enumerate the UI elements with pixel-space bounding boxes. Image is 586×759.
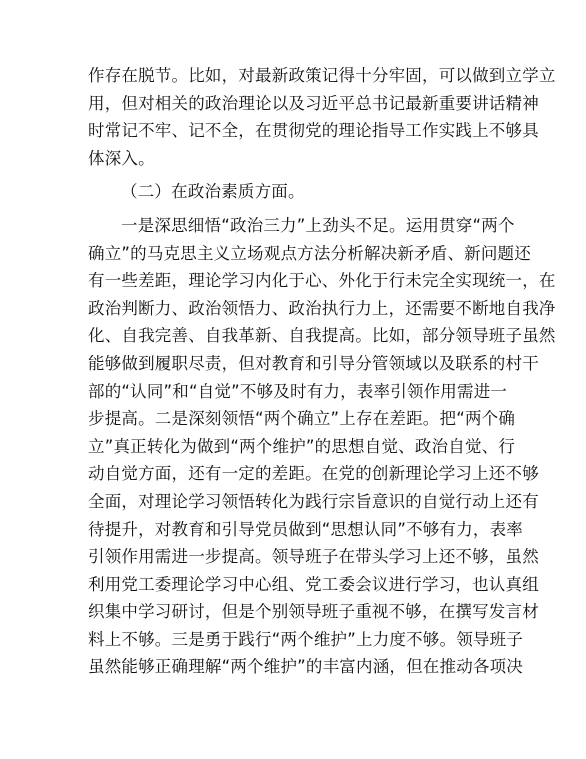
body-text <box>88 62 556 681</box>
text-line: 织集中学习研讨，但是个别领导班子重视不够，在撰写发言材 <box>88 602 539 622</box>
text-line: 用，但对相关的政治理论以及习近平总书记最新重要讲话精神 <box>88 93 539 113</box>
text-line: 作存在脱节。比如，对最新政策记得十分牢固，可以做到立学立 <box>88 66 556 85</box>
text-line: 引领作用需进一步提高。领导班子在带头学习上还不够，虽然 <box>88 547 539 567</box>
text-line: 确立”的马克思主义立场观点方法分析解决新矛盾、新问题还 <box>88 243 531 263</box>
text-line: 政治判断力、政治领悟力、政治执行力上，还需要不断地自我净 <box>88 298 556 318</box>
text-line: 动自觉方面，还有一定的差距。在党的创新理论学习上还不够 <box>88 464 539 484</box>
text-line: 部的“认同”和“自觉”不够及时有力，表率引领作用需进一 <box>88 381 508 401</box>
section-heading: （二）在政治素质方面。 <box>121 182 305 202</box>
text-line: 料上不够。三是勇于践行“两个维护”上力度不够。领导班子 <box>88 629 523 649</box>
text-line: 虽然能够正确理解“两个维护”的丰富内涵，但在推动各项决 <box>88 657 523 677</box>
text-line: 利用党工委理论学习中心组、党工委会议进行学习，也认真组 <box>88 574 539 594</box>
text-line: 化、自我完善、自我革新、自我提高。比如，部分领导班子虽然 <box>88 326 556 346</box>
text-line: 全面，对理论学习领悟转化为践行宗旨意识的自觉行动上还有 <box>88 491 539 511</box>
text-line: 体深入。 <box>88 148 155 168</box>
text-line: 一是深思细悟“政治三力”上劲头不足。运用贯穿“两个 <box>121 215 515 235</box>
text-line: 能够做到履职尽责，但对教育和引导分管领域以及联系的村干 <box>88 353 539 373</box>
text-line: 有一些差距，理论学习内化于心、外化于行未完全实现统一，在 <box>88 271 556 291</box>
text-line: 待提升，对教育和引导党员做到“思想认同”不够有力，表率 <box>88 519 523 539</box>
text-line: 立”真正转化为做到“两个维护”的思想自觉、政治自觉、行 <box>88 436 516 456</box>
text-line: 时常记不牢、记不全，在贯彻党的理论指导工作实践上不够具 <box>88 121 539 141</box>
text-line: 步提高。二是深刻领悟“两个确立”上存在差距。把“两个确 <box>88 409 516 429</box>
